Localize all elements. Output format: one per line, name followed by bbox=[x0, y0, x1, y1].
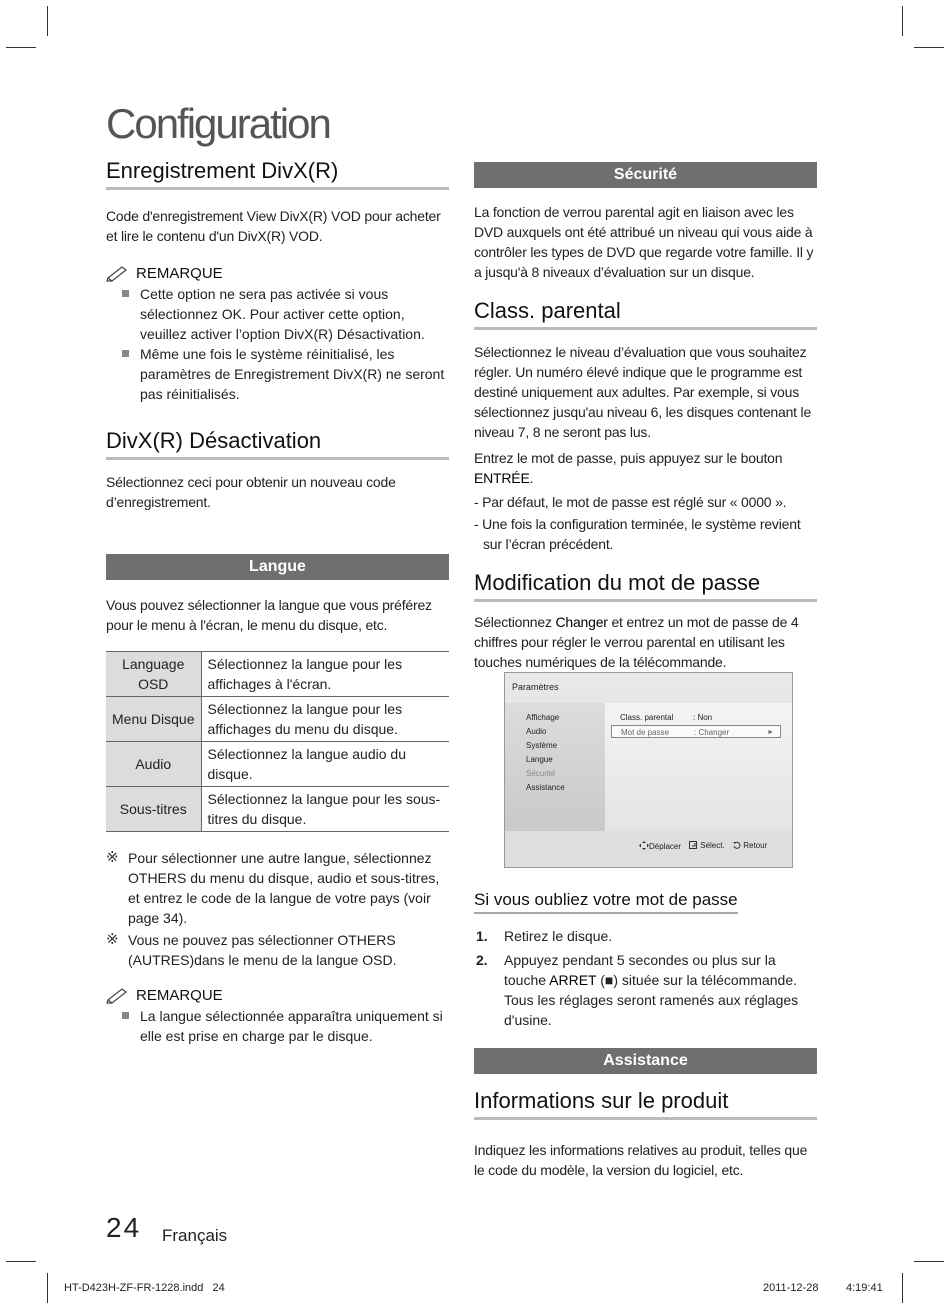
table-row bbox=[106, 652, 449, 697]
table-value: Sélectionnez la langue pour les affichages du menu du disque. bbox=[201, 697, 449, 742]
modif-heading: Modification du mot de passe bbox=[474, 570, 817, 602]
menu-item: Assistance bbox=[526, 783, 565, 792]
enter-icon bbox=[689, 841, 698, 849]
list-item: ※ Pour sélectionner une autre langue, sélectionnez OTHERS du menu du disque, audio et sous-titres, et entrez le code de la langue de votre pays (voir page 34). bbox=[106, 849, 440, 926]
right-column bbox=[474, 162, 817, 672]
class-parental-dash-1: - Par défaut, le mot de passe est réglé sur « 0000 ». bbox=[474, 494, 787, 510]
steps-list bbox=[474, 926, 817, 1030]
note-list bbox=[106, 1006, 449, 1046]
menu-item: Langue bbox=[526, 755, 553, 764]
crop-mark bbox=[6, 47, 36, 48]
list-item: ※ Vous ne pouvez pas sélectionner OTHERS (AUTRES)dans le menu de la langue OSD. bbox=[106, 931, 397, 968]
right-column-lower bbox=[474, 890, 817, 1180]
table-key: Sous-titres bbox=[106, 787, 201, 832]
return-icon bbox=[733, 841, 741, 849]
return-hint: Retour bbox=[733, 841, 767, 850]
footer-file: HT-D423H-ZF-FR-1228.indd 24 bbox=[64, 1282, 225, 1294]
securite-body: La fonction de verrou parental agit en liaison avec les DVD auxquels ont été attribué un niveau qui vous aide à contrôler les types de DVD que regarde votre famille. Il y a jusqu'à 8 niveaux d’évaluation sur un disque. bbox=[474, 204, 814, 280]
langue-body: Vous pouvez sélectionner la langue que vous préférez pour le menu à l'écran, le menu du disque, etc. bbox=[106, 597, 432, 633]
table-row bbox=[106, 742, 449, 787]
screen-title: Paramètres bbox=[512, 682, 559, 692]
table-key: Language OSD bbox=[106, 652, 201, 697]
class-parental-dash-2: - Une fois la configuration terminée, le système revient sur l’écran précédent. bbox=[474, 516, 801, 552]
produit-body: Indiquez les informations relatives au produit, telles que le code du modèle, la version du logiciel, etc. bbox=[474, 1142, 808, 1178]
divx-reg-body: Code d'enregistrement View DivX(R) VOD pour acheter et lire le contenu d'un DivX(R) VOD. bbox=[106, 208, 441, 244]
move-hint: Déplacer bbox=[639, 841, 681, 851]
crop-mark bbox=[902, 1273, 903, 1303]
list-item: La langue sélectionnée apparaîtra uniquement si elle est prise en charge par le disque. bbox=[106, 1006, 449, 1046]
produit-heading: Informations sur le produit bbox=[474, 1088, 817, 1120]
list-item: Cette option ne sera pas activée si vous sélectionnez OK. Pour activer cette option, veuillez activer l’option DivX(R) Désactivation. bbox=[106, 284, 449, 344]
page-language: Français bbox=[162, 1226, 228, 1245]
crop-mark bbox=[902, 6, 903, 36]
footer-time: 4:19:41 bbox=[846, 1282, 883, 1294]
language-table bbox=[106, 651, 449, 832]
page-title: Configuration bbox=[106, 100, 330, 147]
screen-content bbox=[605, 703, 793, 833]
oubliez-heading: Si vous oubliez votre mot de passe bbox=[474, 890, 738, 914]
menu-item: Audio bbox=[526, 727, 547, 736]
crop-mark bbox=[6, 1261, 36, 1262]
dpad-icon bbox=[639, 841, 649, 850]
class-parental-body: Sélectionnez le niveau d’évaluation que vous souhaitez régler. Un numéro élevé indique que le programme est destiné uniquement aux adultes. Par exemple, si vous sélectionnez jusqu'au niveau 6, les disques contenant le niveau 7, 8 ne seront pas lus. bbox=[474, 344, 812, 440]
list-item: 1. Retirez le disque. bbox=[476, 928, 613, 944]
securite-bar: Sécurité bbox=[474, 162, 817, 188]
menu-item: Affichage bbox=[526, 713, 560, 722]
crop-mark bbox=[47, 1273, 48, 1303]
screen-row-selected: Mot de passe : Changer ► bbox=[611, 725, 781, 738]
screen-menu bbox=[505, 703, 605, 833]
list-item: 2. Appuyez pendant 5 secondes ou plus sur la touche ARRET (■) située sur la télécommande. Tous les réglages seront ramenés aux réglages d'usine. bbox=[476, 952, 799, 1028]
reference-mark-icon: ※ bbox=[106, 931, 119, 948]
star-note-list bbox=[106, 848, 449, 970]
settings-screenshot bbox=[504, 672, 793, 868]
divx-deact-heading: DivX(R) Désactivation bbox=[106, 428, 449, 460]
table-value: Sélectionnez la langue pour les affichages à l'écran. bbox=[201, 652, 449, 697]
note-title: REMARQUE bbox=[106, 986, 449, 1004]
table-row bbox=[106, 787, 449, 832]
screen-footer bbox=[505, 831, 792, 867]
table-value: Sélectionnez la langue audio du disque. bbox=[201, 742, 449, 787]
crop-mark bbox=[914, 1261, 944, 1262]
table-key: Audio bbox=[106, 742, 201, 787]
table-value: Sélectionnez la langue pour les sous-titres du disque. bbox=[201, 787, 449, 832]
arrow-right-icon: ► bbox=[767, 729, 774, 736]
crop-mark bbox=[914, 47, 944, 48]
modif-body: Sélectionnez Changer et entrez un mot de passe de 4 chiffres pour régler le verrou parental en utilisant les touches numériques de la télécommande. bbox=[474, 614, 799, 670]
menu-item: Sécurité bbox=[526, 769, 556, 778]
reference-mark-icon: ※ bbox=[106, 849, 119, 866]
class-parental-enter: Entrez le mot de passe, puis appuyez sur le bouton ENTRÉE. bbox=[474, 450, 783, 486]
screen-row: Class. parental : Non bbox=[620, 713, 713, 722]
table-row bbox=[106, 697, 449, 742]
divx-reg-heading: Enregistrement DivX(R) bbox=[106, 158, 449, 190]
note-list bbox=[106, 284, 449, 404]
class-parental-heading: Class. parental bbox=[474, 298, 817, 330]
footer-date: 2011-12-28 bbox=[763, 1282, 819, 1294]
crop-mark bbox=[47, 6, 48, 36]
menu-item: Système bbox=[526, 741, 558, 750]
select-hint: Sélect. bbox=[689, 841, 725, 850]
list-item: Même une fois le système réinitialisé, les paramètres de Enregistrement DivX(R) ne seront pas réinitialisés. bbox=[106, 344, 449, 404]
pencil-icon bbox=[106, 986, 132, 1004]
left-column bbox=[106, 158, 449, 1046]
table-key: Menu Disque bbox=[106, 697, 201, 742]
page-number: 24 bbox=[106, 1212, 142, 1243]
langue-bar: Langue bbox=[106, 554, 449, 580]
divx-deact-body: Sélectionnez ceci pour obtenir un nouveau code d’enregistrement. bbox=[106, 474, 396, 510]
assistance-bar: Assistance bbox=[474, 1048, 817, 1074]
pencil-icon bbox=[106, 264, 132, 282]
note-title: REMARQUE bbox=[106, 264, 449, 282]
